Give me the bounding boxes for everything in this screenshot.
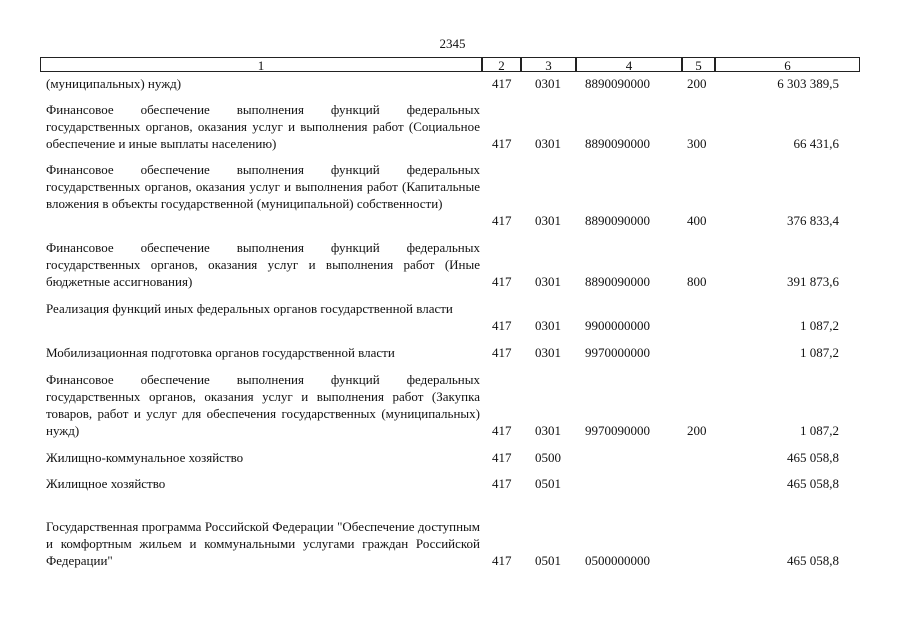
- row-section: 0301: [535, 345, 561, 360]
- row-description: Финансовое обеспечение выполнения функций федеральных государственных органов, оказания услуг и выполнения работ (Иные бюджетные ассигнования): [46, 240, 480, 289]
- row-description: Государственная программа Российской Федерации "Обеспечение доступным и комфортным жильем и коммунальными услугами граждан Российской Федерации": [46, 519, 480, 568]
- row-description: Реализация функций иных федеральных органов государственной власти: [46, 301, 453, 316]
- row-section: 0301: [535, 274, 561, 289]
- row-section: 0501: [535, 553, 561, 568]
- row-description: Мобилизационная подготовка органов государственной власти: [46, 345, 395, 360]
- row-amount: 66 431,6: [793, 136, 839, 151]
- row-target: 0500000000: [585, 553, 650, 568]
- row-code: 417: [492, 213, 512, 228]
- row-description: Жилищно-коммунальное хозяйство: [46, 450, 244, 465]
- column-header-4: 4: [576, 57, 682, 72]
- row-section: 0301: [535, 318, 561, 333]
- row-amount: 1 087,2: [800, 423, 839, 438]
- row-target: 9900000000: [585, 318, 650, 333]
- row-target: 8890090000: [585, 76, 650, 91]
- row-section: 0301: [535, 76, 561, 91]
- row-section: 0301: [535, 423, 561, 438]
- row-amount: 1 087,2: [800, 345, 839, 360]
- row-code: 417: [492, 476, 512, 491]
- row-description: (муниципальных) нужд): [46, 76, 182, 91]
- row-section: 0500: [535, 450, 561, 465]
- row-description: Финансовое обеспечение выполнения функций федеральных государственных органов, оказания услуг и выполнения работ (Социальное обеспечение и иные выплаты населению): [46, 102, 480, 151]
- column-header-1: 1: [40, 57, 482, 72]
- row-code: 417: [492, 345, 512, 360]
- row-amount: 391 873,6: [787, 274, 839, 289]
- row-section: 0301: [535, 213, 561, 228]
- row-target: 8890090000: [585, 274, 650, 289]
- column-header-2: 2: [482, 57, 521, 72]
- column-header-5: 5: [682, 57, 715, 72]
- row-section: 0301: [535, 136, 561, 151]
- row-amount: 465 058,8: [787, 553, 839, 568]
- row-type: 800: [687, 274, 707, 289]
- row-amount: 376 833,4: [787, 213, 839, 228]
- row-section: 0501: [535, 476, 561, 491]
- row-code: 417: [492, 274, 512, 289]
- row-type: 200: [687, 76, 707, 91]
- page-number: 2345: [439, 36, 466, 51]
- row-target: 8890090000: [585, 213, 650, 228]
- row-code: 417: [492, 553, 512, 568]
- row-code: 417: [492, 76, 512, 91]
- row-description: Жилищное хозяйство: [46, 476, 166, 491]
- row-target: 8890090000: [585, 136, 650, 151]
- row-amount: 1 087,2: [800, 318, 839, 333]
- row-target: 9970090000: [585, 423, 650, 438]
- row-code: 417: [492, 136, 512, 151]
- row-amount: 465 058,8: [787, 476, 839, 491]
- row-code: 417: [492, 318, 512, 333]
- column-header-3: 3: [521, 57, 576, 72]
- column-header-6: 6: [715, 57, 860, 72]
- row-code: 417: [492, 423, 512, 438]
- row-code: 417: [492, 450, 512, 465]
- row-type: 200: [687, 423, 707, 438]
- row-description: Финансовое обеспечение выполнения функций федеральных государственных органов, оказания услуг и выполнения работ (Закупка товаров, работ и услуг для обеспечения государственных (муниципальных) нужд): [46, 372, 480, 438]
- row-type: 400: [687, 213, 707, 228]
- row-type: 300: [687, 136, 707, 151]
- row-description: Финансовое обеспечение выполнения функций федеральных государственных органов, оказания услуг и выполнения работ (Капитальные вложения в объекты государственной (муниципальной) собственности): [46, 162, 480, 211]
- row-target: 9970000000: [585, 345, 650, 360]
- row-amount: 465 058,8: [787, 450, 839, 465]
- row-amount: 6 303 389,5: [777, 76, 839, 91]
